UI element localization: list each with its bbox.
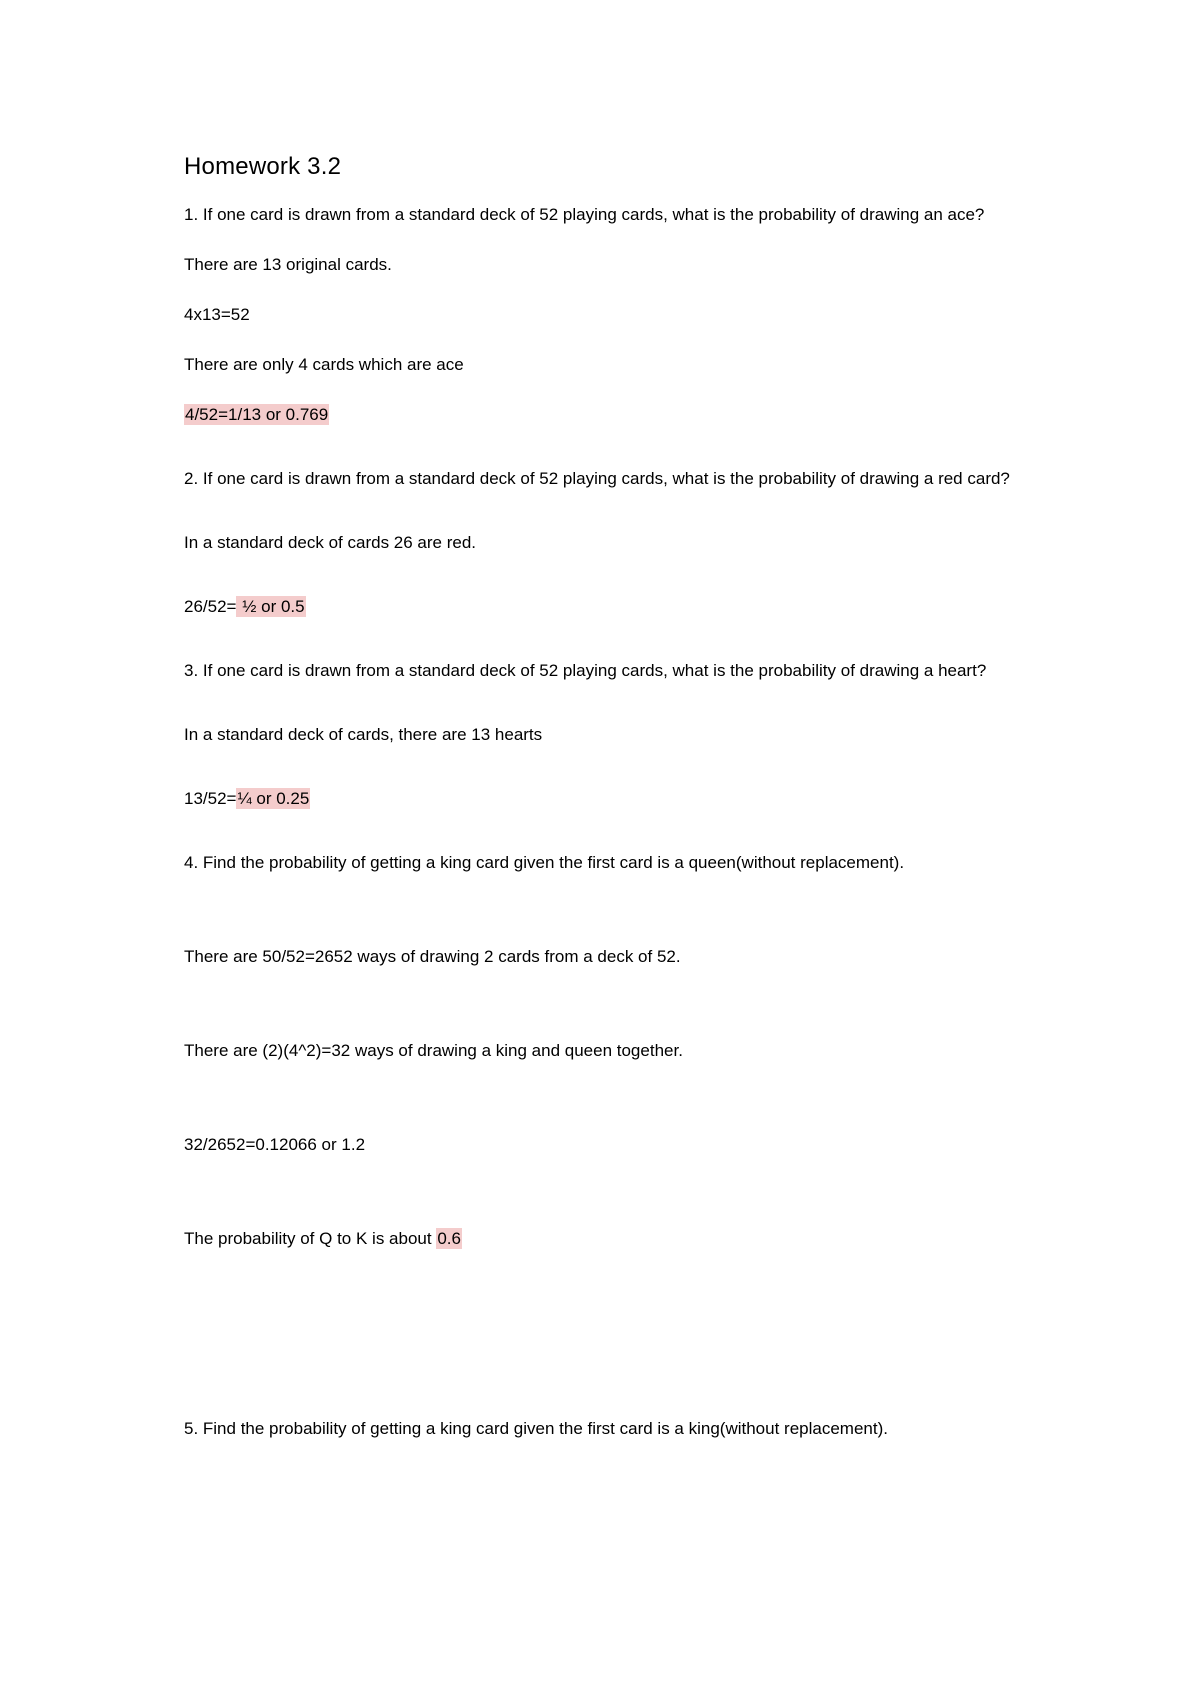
q4-answer-prefix: The probability of Q to K is about <box>184 1229 437 1248</box>
q1-answer-highlight: 4/52=1/13 or 0.769 <box>185 405 329 424</box>
q4-line-1: There are 50/52=2652 ways of drawing 2 cards from a deck of 52. <box>184 947 681 966</box>
question-5: 5. Find the probability of getting a king card given the first card is a king(without replacement). <box>184 1419 888 1438</box>
question-2: 2. If one card is drawn from a standard deck of 52 playing cards, what is the probability of drawing a red card? <box>184 469 1010 488</box>
q2-line-1: In a standard deck of cards 26 are red. <box>184 533 477 552</box>
q3-answer-prefix: 13/52= <box>184 789 237 808</box>
q4-answer <box>184 1228 462 1250</box>
q1-answer <box>184 404 329 426</box>
q1-line-3: There are only 4 cards which are ace <box>184 355 464 374</box>
q2-answer-highlight: ½ or 0.5 <box>237 597 305 616</box>
q4-answer-highlight: 0.6 <box>437 1229 461 1248</box>
q4-line-3: 32/2652=0.12066 or 1.2 <box>184 1135 366 1154</box>
question-3: 3. If one card is drawn from a standard deck of 52 playing cards, what is the probability of drawing a heart? <box>184 661 987 680</box>
q4-line-2: There are (2)(4^2)=32 ways of drawing a king and queen together. <box>184 1041 683 1060</box>
page-title: Homework 3.2 <box>184 153 342 180</box>
q3-answer <box>184 788 310 810</box>
q2-answer <box>184 596 306 618</box>
q2-answer-prefix: 26/52= <box>184 597 237 616</box>
question-1: 1. If one card is drawn from a standard deck of 52 playing cards, what is the probability of drawing an ace? <box>184 205 985 224</box>
q3-answer-highlight: ¼ or 0.25 <box>237 789 310 808</box>
q3-line-1: In a standard deck of cards, there are 13 hearts <box>184 725 543 744</box>
q1-line-2: 4x13=52 <box>184 305 250 324</box>
q1-line-1: There are 13 original cards. <box>184 255 392 274</box>
question-4: 4. Find the probability of getting a king card given the first card is a queen(without replacement). <box>184 853 905 872</box>
